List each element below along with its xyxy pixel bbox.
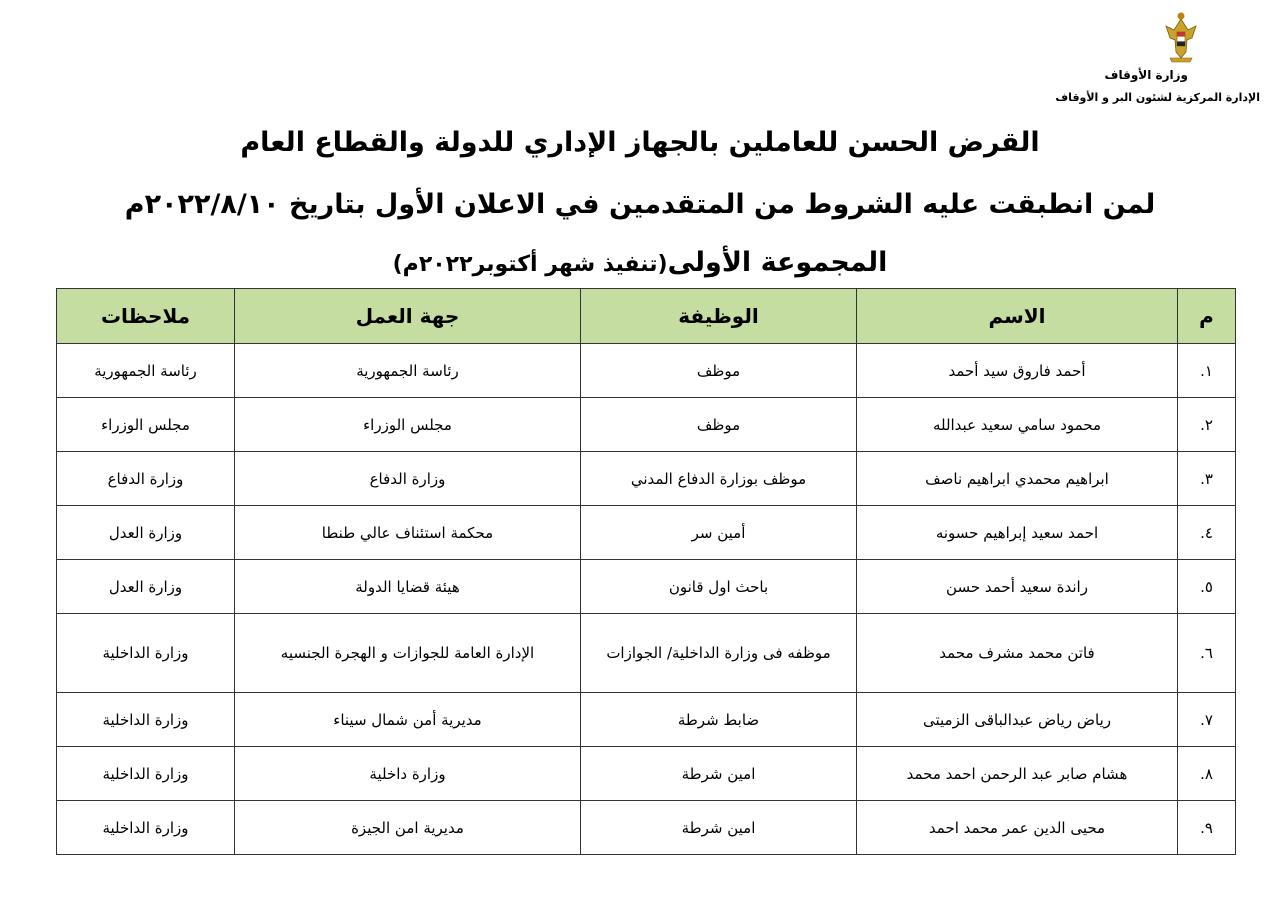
row-name: رياض رياض عبدالباقى الزميتى (857, 693, 1178, 747)
row-num: ٨. (1178, 747, 1236, 801)
row-name: محمود سامي سعيد عبدالله (857, 398, 1178, 452)
title-line-3 (0, 246, 1280, 282)
egypt-eagle-emblem-icon (1164, 10, 1198, 64)
row-job: موظفه فى وزارة الداخلية/ الجوازات (581, 614, 857, 693)
row-workplace: مديرية امن الجيزة (235, 801, 581, 855)
row-name: فاتن محمد مشرف محمد (857, 614, 1178, 693)
table-row (57, 398, 1236, 452)
execution-note: (تنفيذ شهر أكتوبر٢٠٢٢م) (392, 252, 668, 277)
row-name: راندة سعيد أحمد حسن (857, 560, 1178, 614)
table-row (57, 452, 1236, 506)
header-job: الوظيفة (581, 289, 857, 344)
header-workplace: جهة العمل (235, 289, 581, 344)
row-notes: وزارة الداخلية (57, 614, 235, 693)
row-job: باحث اول قانون (581, 560, 857, 614)
row-workplace: مديرية أمن شمال سيناء (235, 693, 581, 747)
row-notes: وزارة العدل (57, 506, 235, 560)
beneficiaries-table (56, 288, 1236, 855)
row-workplace: رئاسة الجمهورية (235, 344, 581, 398)
row-notes: وزارة الداخلية (57, 801, 235, 855)
row-job: امين شرطة (581, 801, 857, 855)
row-job: امين شرطة (581, 747, 857, 801)
row-workplace: الإدارة العامة للجوازات و الهجرة الجنسيه (235, 614, 581, 693)
header-num: م (1178, 289, 1236, 344)
row-job: موظف (581, 344, 857, 398)
row-notes: وزارة الداخلية (57, 693, 235, 747)
row-workplace: وزارة داخلية (235, 747, 581, 801)
group-label: المجموعة الأولى (667, 247, 888, 278)
title-line-1: القرض الحسن للعاملين بالجهاز الإداري للدولة والقطاع العام (240, 127, 1040, 158)
row-num: ٥. (1178, 560, 1236, 614)
row-num: ٩. (1178, 801, 1236, 855)
row-name: احمد سعيد إبراهيم حسونه (857, 506, 1178, 560)
row-job: ضابط شرطة (581, 693, 857, 747)
department-name: الإدارة المركزية لشئون البر و الأوقاف (1055, 91, 1260, 104)
table-row (57, 506, 1236, 560)
table-row (57, 560, 1236, 614)
row-name: أحمد فاروق سيد أحمد (857, 344, 1178, 398)
header-name: الاسم (857, 289, 1178, 344)
row-notes: وزارة العدل (57, 560, 235, 614)
row-name: ابراهيم محمدي ابراهيم ناصف (857, 452, 1178, 506)
header-notes: ملاحظات (57, 289, 235, 344)
row-name: محيى الدين عمر محمد احمد (857, 801, 1178, 855)
row-notes: رئاسة الجمهورية (57, 344, 235, 398)
ministry-name: وزارة الأوقاف (1104, 68, 1188, 82)
row-workplace: وزارة الدفاع (235, 452, 581, 506)
row-job: موظف بوزارة الدفاع المدني (581, 452, 857, 506)
table-row (57, 344, 1236, 398)
table-row (57, 747, 1236, 801)
table-row (57, 693, 1236, 747)
row-job: موظف (581, 398, 857, 452)
row-name: هشام صابر عبد الرحمن احمد محمد (857, 747, 1178, 801)
row-num: ٤. (1178, 506, 1236, 560)
row-notes: وزارة الدفاع (57, 452, 235, 506)
row-num: ٦. (1178, 614, 1236, 693)
row-num: ٢. (1178, 398, 1236, 452)
row-job: أمين سر (581, 506, 857, 560)
row-workplace: مجلس الوزراء (235, 398, 581, 452)
row-workplace: محكمة استئناف عالي طنطا (235, 506, 581, 560)
row-notes: مجلس الوزراء (57, 398, 235, 452)
table-row (57, 614, 1236, 693)
title-line-2: لمن انطبقت عليه الشروط من المتقدمين في الاعلان الأول بتاريخ ٢٠٢٢/٨/١٠م (124, 189, 1156, 220)
table-header-row (57, 289, 1236, 344)
row-num: ٧. (1178, 693, 1236, 747)
row-num: ١. (1178, 344, 1236, 398)
row-notes: وزارة الداخلية (57, 747, 235, 801)
row-num: ٣. (1178, 452, 1236, 506)
row-workplace: هيئة قضايا الدولة (235, 560, 581, 614)
table-row (57, 801, 1236, 855)
